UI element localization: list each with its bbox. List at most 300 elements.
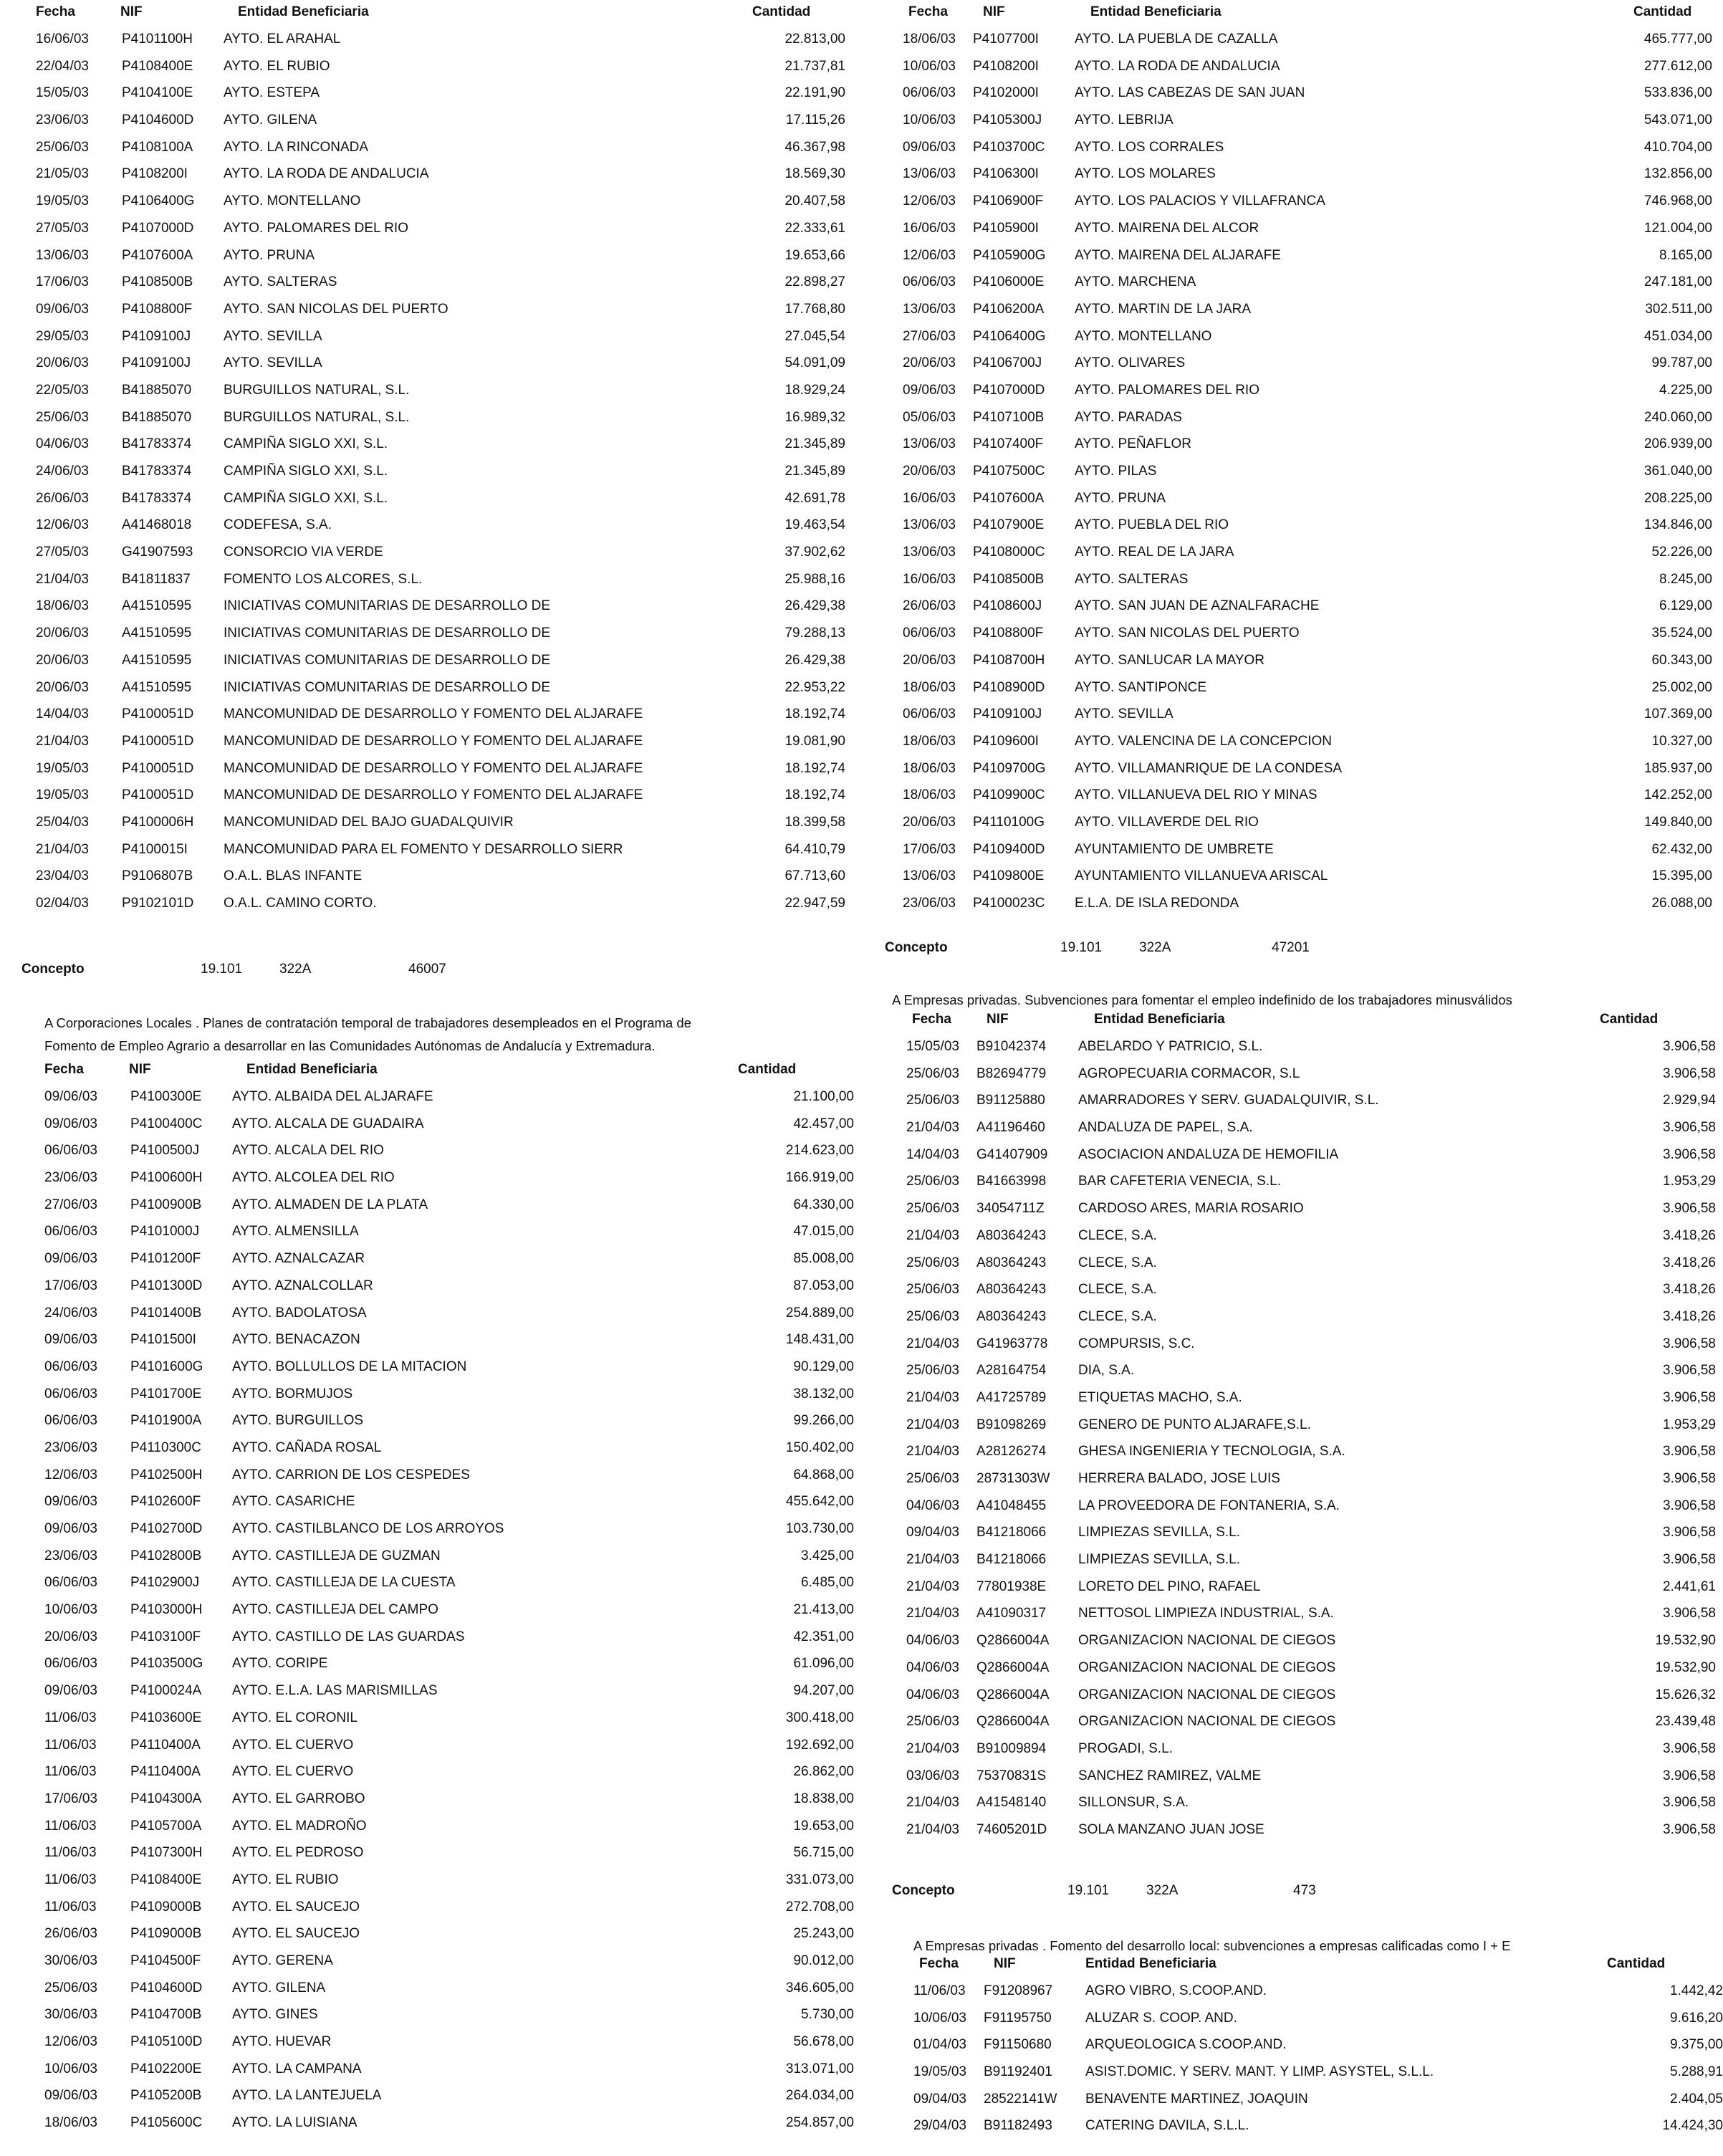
row-entidad: AYTO. GERENA	[232, 1953, 333, 1968]
row-nif: P4109100J	[973, 706, 1042, 722]
row-entidad: MANCOMUNIDAD DEL BAJO GUADALQUIVIR	[224, 814, 514, 830]
table-row	[44, 1300, 854, 1327]
table-row	[44, 2028, 854, 2056]
table-row	[36, 160, 853, 188]
row-cantidad: 3.906,58	[1663, 1336, 1716, 1351]
row-entidad: AYTO. EL CUERVO	[232, 1737, 354, 1753]
table-row	[44, 1137, 854, 1164]
row-entidad: AYTO. SANTIPONCE	[1075, 679, 1207, 695]
table-row	[36, 485, 853, 512]
row-entidad: AYTO. PARADAS	[1075, 409, 1182, 425]
row-fecha: 21/04/03	[906, 1120, 959, 1136]
table-row	[903, 377, 1712, 404]
table-row	[36, 80, 853, 107]
row-fecha: 19/05/03	[36, 193, 89, 209]
table-row	[36, 269, 853, 296]
concepto-code: 19.101	[201, 962, 243, 977]
row-nif: A41510595	[122, 598, 192, 614]
table-row	[906, 1384, 1716, 1412]
table-row	[913, 1978, 1723, 2005]
row-entidad: AYTO. LA CAMPANA	[232, 2061, 362, 2076]
row-cantidad: 132.856,00	[1643, 166, 1712, 182]
row-cantidad: 19.463,54	[784, 517, 845, 533]
row-cantidad: 21.737,81	[784, 58, 845, 74]
row-nif: P4108600J	[973, 598, 1042, 614]
row-entidad: AYTO. LOS CORRALES	[1075, 139, 1224, 155]
concepto-number: 46007	[408, 962, 446, 977]
row-nif: B91182493	[984, 2118, 1052, 2134]
row-entidad: AYTO. MONTELLANO	[224, 193, 361, 209]
table-row	[44, 1164, 854, 1192]
row-entidad: AGRO VIBRO, S.COOP.AND.	[1085, 1983, 1267, 1998]
table-row	[44, 1192, 854, 1219]
header-entidad: Entidad Beneficiaria	[1090, 4, 1222, 19]
row-nif: P4107700I	[973, 32, 1039, 47]
row-fecha: 11/06/03	[913, 1983, 966, 1998]
row-fecha: 20/06/03	[36, 679, 89, 695]
row-entidad: O.A.L. CAMINO CORTO.	[224, 896, 377, 911]
row-cantidad: 37.902,62	[784, 545, 845, 560]
row-cantidad: 52.226,00	[1651, 545, 1712, 560]
row-cantidad: 10.327,00	[1651, 733, 1712, 749]
concepto-line	[885, 940, 1386, 957]
row-fecha: 06/06/03	[44, 1656, 97, 1672]
row-nif: B91042374	[976, 1039, 1047, 1054]
row-cantidad: 247.181,00	[1643, 274, 1712, 290]
row-cantidad: 22.191,90	[784, 85, 845, 101]
table-row	[906, 1627, 1716, 1654]
row-entidad: GHESA INGENIERIA Y TECNOLOGIA, S.A.	[1078, 1444, 1345, 1460]
row-fecha: 27/05/03	[36, 545, 89, 560]
row-nif: 77801938E	[976, 1578, 1047, 1594]
row-nif: B41811837	[122, 571, 191, 587]
row-fecha: 04/06/03	[906, 1659, 959, 1675]
row-fecha: 23/06/03	[903, 896, 956, 911]
table-row	[903, 809, 1712, 836]
table-row	[903, 134, 1712, 161]
row-entidad: AYTO. EL MADROÑO	[232, 1818, 367, 1834]
table-row	[903, 215, 1712, 242]
row-nif: B91125880	[976, 1093, 1045, 1108]
row-nif: P4102900J	[130, 1575, 200, 1591]
row-fecha: 18/06/03	[903, 32, 956, 47]
row-nif: P4106300I	[973, 166, 1039, 182]
row-cantidad: 746.968,00	[1643, 193, 1712, 209]
row-cantidad: 3.906,58	[1663, 1606, 1716, 1621]
row-fecha: 10/06/03	[903, 112, 956, 128]
row-nif: P4106900F	[973, 193, 1044, 209]
row-cantidad: 3.906,58	[1663, 1471, 1716, 1486]
row-fecha: 06/06/03	[903, 85, 956, 101]
row-nif: A41510595	[122, 626, 192, 641]
row-fecha: 16/06/03	[36, 32, 89, 47]
table-row	[903, 836, 1712, 863]
row-nif: P4101900A	[130, 1413, 202, 1429]
row-nif: P4104600D	[122, 112, 194, 128]
row-entidad: AYTO. PALOMARES DEL RIO	[224, 220, 408, 236]
table-row	[44, 1488, 854, 1515]
row-nif: P4107600A	[122, 247, 193, 263]
row-entidad: AYTO. SAN NICOLAS DEL PUERTO	[224, 301, 448, 317]
row-cantidad: 26.429,38	[784, 598, 845, 614]
description-line: A Corporaciones Locales . Planes de contratación temporal de trabajadores desempleados en el Programa de	[44, 1015, 691, 1030]
row-cantidad: 3.906,58	[1663, 1065, 1716, 1081]
row-cantidad: 64.410,79	[784, 841, 845, 857]
row-fecha: 15/05/03	[906, 1039, 959, 1054]
row-cantidad: 361.040,00	[1643, 464, 1712, 479]
row-entidad: AYTO. ALBAIDA DEL ALJARAFE	[232, 1089, 433, 1104]
row-entidad: INICIATIVAS COMUNITARIAS DE DESARROLLO DE	[224, 652, 551, 668]
table-row	[903, 566, 1712, 593]
row-nif: P4107500C	[973, 464, 1045, 479]
row-fecha: 23/06/03	[44, 1170, 97, 1186]
row-cantidad: 21.413,00	[793, 1602, 854, 1618]
header-nif: NIF	[129, 1062, 151, 1077]
table-row	[36, 26, 853, 53]
row-nif: P4107100B	[973, 409, 1045, 425]
row-cantidad: 8.245,00	[1659, 571, 1712, 587]
row-entidad: AYTO. ESTEPA	[224, 85, 320, 101]
table-row	[44, 1894, 854, 1921]
row-entidad: AYTO. PRUNA	[224, 247, 315, 263]
row-entidad: AYTO. CASTILLEJA DEL CAMPO	[232, 1602, 438, 1618]
row-nif: P4100051D	[122, 733, 194, 749]
table-row	[903, 485, 1712, 512]
table-row	[36, 377, 853, 404]
row-entidad: FOMENTO LOS ALCORES, S.L.	[224, 571, 423, 587]
row-cantidad: 25.002,00	[1651, 679, 1712, 695]
table-row	[903, 160, 1712, 188]
row-cantidad: 19.081,90	[784, 733, 845, 749]
concepto-label: Concepto	[892, 1883, 955, 1898]
row-nif: B41885070	[122, 409, 192, 425]
row-cantidad: 22.813,00	[784, 32, 845, 47]
row-fecha: 18/06/03	[903, 760, 956, 776]
row-nif: P4109100J	[122, 355, 191, 371]
table-row	[903, 620, 1712, 647]
row-entidad: ETIQUETAS MACHO, S.A.	[1078, 1389, 1242, 1405]
row-fecha: 04/06/03	[906, 1687, 959, 1702]
row-fecha: 18/06/03	[903, 733, 956, 749]
table-row	[903, 242, 1712, 269]
row-nif: P4108200I	[973, 58, 1039, 74]
row-fecha: 25/06/03	[906, 1201, 959, 1217]
row-cantidad: 15.395,00	[1651, 868, 1712, 884]
table-rows	[36, 26, 853, 917]
row-cantidad: 19.653,66	[784, 247, 845, 263]
row-nif: P4109100J	[122, 328, 191, 344]
table-row	[36, 701, 853, 728]
table-row	[44, 1920, 854, 1947]
table-row	[903, 269, 1712, 296]
table-row	[903, 728, 1712, 755]
header-fecha: Fecha	[44, 1062, 84, 1077]
table-row	[44, 1624, 854, 1651]
table-row	[906, 1222, 1716, 1250]
row-cantidad: 148.431,00	[785, 1332, 854, 1348]
table-row	[906, 1519, 1716, 1546]
row-cantidad: 18.569,30	[784, 166, 845, 182]
row-fecha: 26/06/03	[36, 490, 89, 506]
table-row	[906, 1412, 1716, 1439]
row-cantidad: 1.953,29	[1663, 1417, 1716, 1432]
row-cantidad: 85.008,00	[793, 1251, 854, 1267]
table-row	[44, 2001, 854, 2028]
row-entidad: AYTO. OLIVARES	[1075, 355, 1186, 371]
row-fecha: 21/04/03	[906, 1740, 959, 1756]
row-entidad: AYTO. CASARICHE	[232, 1494, 355, 1510]
table-row	[903, 107, 1712, 134]
row-cantidad: 3.418,26	[1663, 1255, 1716, 1270]
row-entidad: AYTO. SEVILLA	[1075, 706, 1174, 722]
row-entidad: AYTO. LAS CABEZAS DE SAN JUAN	[1075, 85, 1305, 101]
row-entidad: AYTO. LOS PALACIOS Y VILLAFRANCA	[1075, 193, 1325, 209]
row-entidad: SILLONSUR, S.A.	[1078, 1795, 1189, 1811]
row-nif: A41196460	[976, 1120, 1045, 1136]
row-fecha: 01/04/03	[913, 2037, 966, 2053]
row-fecha: 05/06/03	[903, 409, 956, 425]
row-cantidad: 3.418,26	[1663, 1308, 1716, 1324]
row-entidad: AYTO. EL CORONIL	[232, 1710, 357, 1725]
header-nif: NIF	[983, 4, 1005, 19]
row-entidad: SOLA MANZANO JUAN JOSE	[1078, 1821, 1264, 1837]
row-nif: P4105900G	[973, 247, 1046, 263]
row-entidad: AYTO. SANLUCAR LA MAYOR	[1075, 652, 1265, 668]
row-entidad: AYTO. AZNALCOLLAR	[232, 1278, 373, 1293]
header-entidad: Entidad Beneficiaria	[238, 4, 369, 19]
concepto-number: 47201	[1272, 940, 1310, 955]
row-fecha: 20/06/03	[36, 355, 89, 371]
row-nif: F91208967	[984, 1983, 1053, 1998]
row-entidad: AYTO. BORMUJOS	[232, 1386, 353, 1402]
table-row	[913, 2059, 1723, 2086]
row-fecha: 23/06/03	[36, 112, 89, 128]
row-nif: P4107000D	[973, 382, 1045, 398]
row-nif: P4109400D	[973, 841, 1045, 857]
table-row	[906, 1303, 1716, 1331]
row-entidad: AYTO. EL RUBIO	[232, 1872, 339, 1887]
row-fecha: 20/06/03	[36, 652, 89, 668]
row-entidad: AYTO. CASTILBLANCO DE LOS ARROYOS	[232, 1521, 504, 1536]
table-row	[44, 1650, 854, 1677]
row-nif: P4105900I	[973, 220, 1039, 236]
row-entidad: AYTO. LA LUISIANA	[232, 2115, 357, 2131]
row-fecha: 12/06/03	[44, 1467, 97, 1482]
row-entidad: AYTO. LA RINCONADA	[224, 139, 369, 155]
table-row	[903, 782, 1712, 809]
table-row	[903, 80, 1712, 107]
table-row	[44, 1245, 854, 1273]
row-fecha: 09/06/03	[903, 139, 956, 155]
table-row	[36, 728, 853, 755]
row-entidad: E.L.A. DE ISLA REDONDA	[1075, 896, 1239, 911]
row-entidad: AYTO. ALMENSILLA	[232, 1224, 359, 1240]
row-nif: P4106400G	[973, 328, 1046, 344]
row-cantidad: 23.439,48	[1655, 1714, 1716, 1730]
row-cantidad: 3.906,58	[1663, 1389, 1716, 1405]
table-row	[44, 1381, 854, 1408]
row-nif: B91192401	[984, 2064, 1052, 2080]
row-entidad: AYTO. GINES	[232, 2007, 318, 2023]
table-row	[906, 1357, 1716, 1384]
row-nif: A80364243	[976, 1227, 1047, 1243]
row-entidad: AYTO. MAIRENA DEL ALCOR	[1075, 220, 1259, 236]
table-header	[903, 0, 1691, 26]
table-row	[44, 1083, 854, 1111]
table-row	[36, 620, 853, 647]
row-fecha: 17/06/03	[903, 841, 956, 857]
row-nif: P4102800B	[130, 1548, 202, 1563]
row-fecha: 21/05/03	[36, 166, 89, 182]
row-fecha: 21/04/03	[906, 1578, 959, 1594]
row-nif: P4106000E	[973, 274, 1045, 290]
row-cantidad: 254.857,00	[785, 2115, 854, 2131]
row-fecha: 12/06/03	[903, 193, 956, 209]
table-row	[36, 458, 853, 485]
row-cantidad: 38.132,00	[793, 1386, 854, 1402]
row-cantidad: 56.715,00	[793, 1845, 854, 1861]
row-cantidad: 107.369,00	[1643, 706, 1712, 722]
table-row	[906, 1682, 1716, 1709]
row-cantidad: 3.906,58	[1663, 1525, 1716, 1541]
row-entidad: AYTO. VILLAVERDE DEL RIO	[1075, 814, 1259, 830]
row-cantidad: 94.207,00	[793, 1683, 854, 1699]
table-row	[903, 404, 1712, 431]
row-entidad: BURGUILLOS NATURAL, S.L.	[224, 382, 410, 398]
row-cantidad: 455.642,00	[785, 1494, 854, 1510]
row-nif: P4107400F	[973, 436, 1044, 452]
row-cantidad: 3.418,26	[1663, 1227, 1716, 1243]
row-nif: P4107600A	[973, 490, 1045, 506]
table-row	[36, 755, 853, 782]
row-entidad: MANCOMUNIDAD DE DESARROLLO Y FOMENTO DEL ALJARAFE	[224, 733, 643, 749]
row-cantidad: 302.511,00	[1645, 301, 1712, 317]
table-row	[36, 809, 853, 836]
row-nif: P4100024A	[130, 1683, 202, 1699]
row-nif: A41510595	[122, 652, 192, 668]
row-fecha: 13/06/03	[903, 868, 956, 884]
header-cantidad: Cantidad	[738, 1062, 797, 1077]
row-cantidad: 1.442,42	[1670, 1983, 1723, 1998]
row-nif: Q2866004A	[976, 1659, 1050, 1675]
row-nif: A80364243	[976, 1255, 1047, 1270]
table-row	[44, 1867, 854, 1894]
row-fecha: 25/06/03	[906, 1308, 959, 1324]
row-cantidad: 87.053,00	[793, 1278, 854, 1293]
row-entidad: AYTO. PALOMARES DEL RIO	[1075, 382, 1259, 398]
table-row	[44, 1462, 854, 1489]
row-nif: P4105100D	[130, 2034, 203, 2050]
row-fecha: 11/06/03	[44, 1872, 97, 1887]
row-nif: P4102200E	[130, 2061, 202, 2076]
row-nif: P9102101D	[122, 896, 194, 911]
row-nif: P4100500J	[130, 1143, 200, 1159]
row-fecha: 13/06/03	[903, 545, 956, 560]
table-row	[44, 2056, 854, 2083]
table-row	[903, 26, 1712, 53]
row-fecha: 20/06/03	[44, 1629, 97, 1644]
table-row	[903, 350, 1712, 377]
row-fecha: 20/06/03	[903, 464, 956, 479]
row-fecha: 16/06/03	[903, 220, 956, 236]
row-nif: P4102500H	[130, 1467, 203, 1482]
table-row	[906, 1735, 1716, 1763]
row-nif: P4109600I	[973, 733, 1039, 749]
header-nif: NIF	[987, 1012, 1009, 1027]
row-entidad: ABELARDO Y PATRICIO, S.L.	[1078, 1039, 1263, 1054]
row-entidad: AYTO. GILENA	[224, 112, 317, 128]
row-cantidad: 25.243,00	[793, 1926, 854, 1942]
row-fecha: 10/06/03	[913, 2010, 966, 2026]
row-fecha: 18/06/03	[44, 2115, 97, 2131]
header-fecha: Fecha	[912, 1012, 951, 1027]
row-entidad: AYTO. VILLANUEVA DEL RIO Y MINAS	[1075, 787, 1318, 803]
row-nif: P4108900D	[973, 679, 1045, 695]
concepto-label: Concepto	[885, 940, 948, 955]
row-cantidad: 185.937,00	[1643, 760, 1712, 776]
row-nif: P4100006H	[122, 814, 194, 830]
row-fecha: 06/06/03	[44, 1575, 97, 1591]
table-row	[906, 1195, 1716, 1222]
row-entidad: O.A.L. BLAS INFANTE	[224, 868, 363, 884]
row-fecha: 25/06/03	[906, 1714, 959, 1730]
row-nif: G41907593	[122, 545, 193, 560]
row-entidad: ARQUEOLOGICA S.COOP.AND.	[1085, 2037, 1287, 2053]
row-entidad: AYTO. VALENCINA DE LA CONCEPCION	[1075, 733, 1332, 749]
row-entidad: LORETO DEL PINO, RAFAEL	[1078, 1578, 1261, 1594]
row-entidad: AMARRADORES Y SERV. GUADALQUIVIR, S.L.	[1078, 1093, 1379, 1108]
row-nif: 34054711Z	[976, 1201, 1045, 1217]
row-fecha: 25/06/03	[906, 1471, 959, 1486]
row-cantidad: 208.225,00	[1643, 490, 1712, 506]
header-entidad: Entidad Beneficiaria	[1085, 1956, 1216, 1971]
row-entidad: INICIATIVAS COMUNITARIAS DE DESARROLLO DE	[224, 598, 551, 614]
row-fecha: 09/04/03	[913, 2091, 966, 2107]
row-nif: B91009894	[976, 1740, 1047, 1756]
table-row	[36, 53, 853, 80]
row-cantidad: 18.399,58	[784, 814, 845, 830]
row-nif: F91195750	[984, 2010, 1052, 2026]
row-entidad: HERRERA BALADO, JOSE LUIS	[1078, 1471, 1280, 1486]
row-cantidad: 149.840,00	[1643, 814, 1712, 830]
row-fecha: 21/04/03	[906, 1821, 959, 1837]
concepto-number: 473	[1293, 1883, 1316, 1898]
table-row	[913, 2086, 1723, 2113]
table-row	[906, 1060, 1716, 1088]
row-entidad: CLECE, S.A.	[1078, 1308, 1157, 1324]
row-nif: A41725789	[976, 1389, 1047, 1405]
row-fecha: 12/06/03	[903, 247, 956, 263]
row-entidad: AYTO. PUEBLA DEL RIO	[1075, 517, 1229, 533]
row-cantidad: 4.225,00	[1659, 382, 1712, 398]
row-cantidad: 21.345,89	[784, 436, 845, 452]
table-header	[44, 1058, 825, 1083]
row-entidad: NETTOSOL LIMPIEZA INDUSTRIAL, S.A.	[1078, 1606, 1334, 1621]
row-cantidad: 64.330,00	[793, 1197, 854, 1212]
table-row	[913, 2005, 1723, 2032]
row-fecha: 20/06/03	[903, 355, 956, 371]
table-top-left	[36, 0, 853, 917]
row-fecha: 25/06/03	[36, 139, 89, 155]
row-cantidad: 22.947,59	[784, 896, 845, 911]
row-fecha: 21/04/03	[906, 1795, 959, 1811]
row-entidad: MANCOMUNIDAD PARA EL FOMENTO Y DESARROLLO SIERR	[224, 841, 623, 857]
row-nif: Q2866004A	[976, 1714, 1050, 1730]
row-fecha: 21/04/03	[906, 1552, 959, 1568]
row-cantidad: 6.129,00	[1659, 598, 1712, 614]
table-row	[906, 1573, 1716, 1601]
row-fecha: 09/06/03	[44, 1683, 97, 1699]
